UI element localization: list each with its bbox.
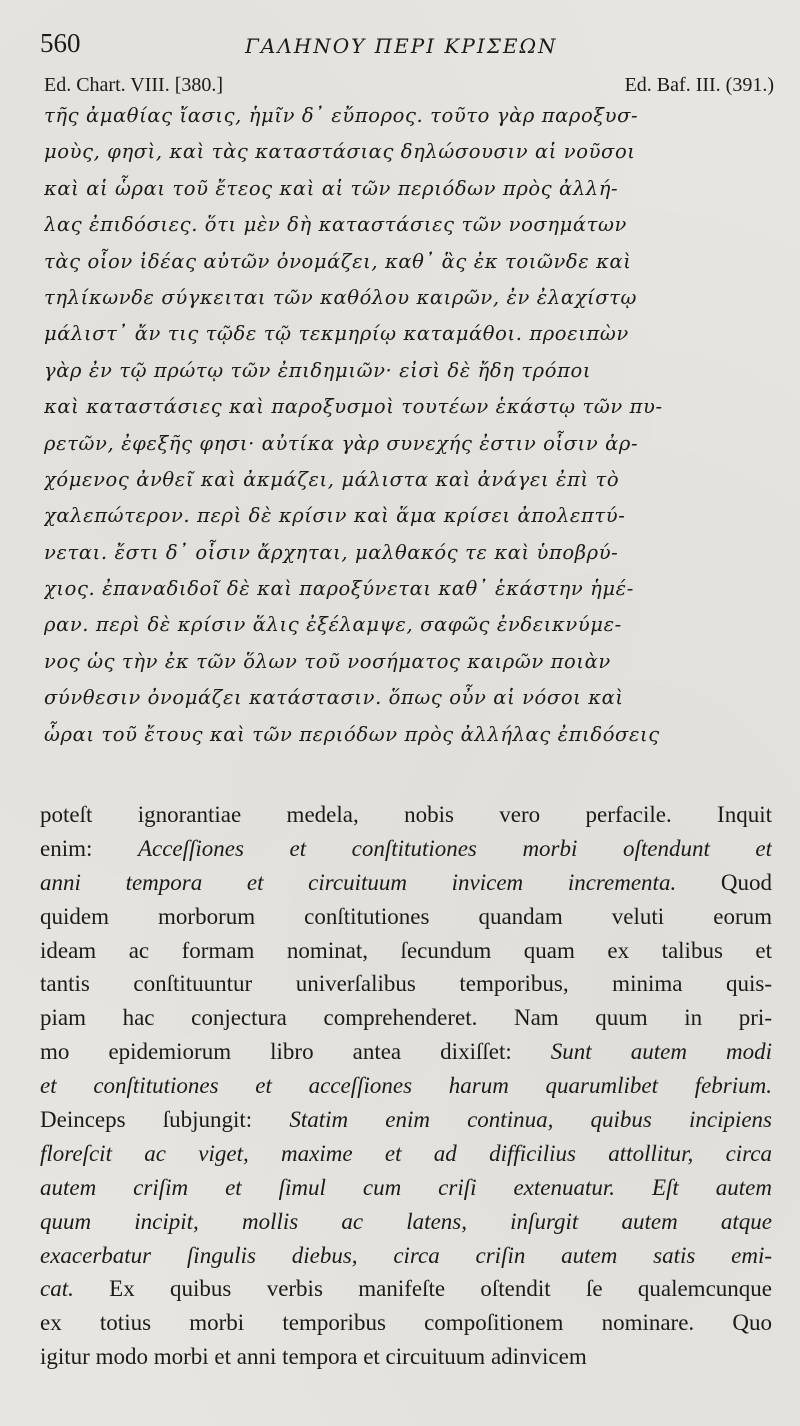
latin-text-line	[40, 798, 772, 832]
latin-italic-segment: Acceſſiones et conſtitutiones morbi oſtendunt et	[137, 835, 772, 861]
latin-italic-segment: anni tempora et circuituum invicem incrementa.	[40, 869, 677, 895]
greek-text-block	[44, 98, 772, 753]
greek-text-line: χιος. ἐπαναδιδοῖ δὲ καὶ παροξύνεται καθ᾽ ἑκάστην ἡμέ-	[44, 577, 634, 601]
greek-text-line: σύνθεσιν ὀνομάζει κατάστασιν. ὅπως οὖν αἱ νόσοι καὶ	[44, 686, 624, 710]
latin-italic-segment: quum incipit, mollis ac latens, inſurgit autem atque	[40, 1208, 772, 1234]
latin-text-line	[40, 1001, 772, 1035]
greek-text-line: γὰρ ἐν τῷ πρώτῳ τῶν ἐπιδημιῶν· εἰσὶ δὲ ἤδη τρόποι	[44, 358, 592, 382]
latin-roman-segment: ex totius morbi temporibus compoſitionem nominare. Quo	[40, 1310, 772, 1336]
latin-text-line	[40, 1306, 772, 1340]
greek-text-line: νεται. ἔστι δ᾽ οἷσιν ἄρχηται, μαλθακός τε καὶ ὑποβρύ-	[44, 540, 619, 564]
latin-text-line	[40, 934, 772, 968]
latin-roman-segment: ideam ac formam nominat, ſecundum quam ex talibus et	[40, 937, 772, 963]
latin-text-line	[40, 1171, 772, 1205]
page-header	[40, 28, 770, 64]
latin-italic-segment: exacerbatur ſingulis diebus, circa criſin autem satis emi-	[40, 1242, 772, 1268]
latin-text-line	[40, 1069, 772, 1103]
latin-text-line	[40, 1239, 772, 1273]
latin-roman-segment: Deinceps ſubjungit:	[40, 1107, 290, 1133]
edition-reference-basel: Ed. Baf. III. (391.)	[624, 74, 774, 96]
greek-text-line: χόμενος ἀνθεῖ καὶ ἀκμάζει, μάλιστα καὶ ἀνάγει ἐπὶ τὸ	[44, 467, 620, 491]
latin-italic-segment: Statim enim continua, quibus incipiens	[289, 1107, 772, 1133]
latin-text-line	[40, 866, 772, 900]
latin-text-line	[40, 1272, 772, 1306]
latin-text-line	[40, 967, 772, 1001]
latin-roman-segment: quidem morborum conſtitutiones quandam veluti eorum	[40, 903, 772, 929]
greek-text-line: τῆς ἀμαθίας ἴασις, ἡμῖν δ᾽ εὔπορος. τοῦτο γὰρ παροξυσ-	[44, 104, 639, 127]
latin-roman-segment: enim:	[40, 835, 138, 861]
greek-text-line: ὧραι τοῦ ἔτους καὶ τῶν περιόδων πρὸς ἀλλήλας ἐπιδόσεις	[44, 722, 660, 746]
latin-italic-segment: et conſtitutiones et acceſſiones harum quarumlibet febrium.	[40, 1073, 772, 1099]
latin-italic-segment: floreſcit ac viget, maxime et ad difficilius attollitur, circa	[40, 1140, 772, 1166]
greek-text-line: τηλίκωνδε σύγκειται τῶν καθόλου καιρῶν, ἐν ἐλαχίστῳ	[44, 285, 638, 309]
latin-roman-segment: Quod	[676, 869, 772, 895]
latin-roman-segment: igitur modo morbi et anni tempora et circuituum adinvicem	[40, 1344, 587, 1370]
latin-italic-segment: Sunt autem modi	[550, 1039, 772, 1065]
latin-text-line	[40, 1103, 772, 1137]
greek-text-line: μοὺς, φησὶ, καὶ τὰς καταστάσιας δηλώσουσιν αἱ νοῦσοι	[44, 140, 636, 164]
greek-text-line: λας ἐπιδόσιες. ὅτι μὲν δὴ καταστάσιες τῶν νοσημάτων	[44, 213, 628, 237]
latin-roman-segment: tantis conſtituuntur univerſalibus temporibus, minima quis-	[40, 971, 772, 997]
latin-text-block	[40, 798, 772, 1374]
latin-roman-segment: mo epidemiorum libro antea dixiſſet:	[40, 1039, 551, 1065]
greek-text-line: χαλεπώτερον. περὶ δὲ κρίσιν καὶ ἅμα κρίσει ἀπολεπτύ-	[44, 504, 626, 528]
edition-reference-chartier: Ed. Chart. VIII. [380.]	[44, 74, 224, 96]
latin-text-line	[40, 1035, 772, 1069]
running-title: ΓΑΛΗΝΟΥ ΠΕΡΙ ΚΡΙΣΕΩΝ	[245, 34, 558, 58]
greek-text-line: τὰς οἷον ἰδέας αὐτῶν ὀνομάζει, καθ᾽ ἃς ἐκ τοιῶνδε καὶ	[44, 249, 632, 273]
greek-text-line: καὶ αἱ ὧραι τοῦ ἔτεος καὶ αἱ τῶν περιόδων πρὸς ἀλλή-	[44, 176, 619, 200]
latin-roman-segment: poteſt ignorantiae medela, nobis vero perfacile. Inquit	[40, 802, 772, 827]
latin-text-line	[40, 1340, 772, 1374]
latin-italic-segment: autem criſim et ſimul cum criſi extenuatur. Eſt autem	[40, 1174, 772, 1200]
greek-text-line: ραν. περὶ δὲ κρίσιν ἅλις ἐξέλαμψε, σαφῶς ἐνδεικνύμε-	[44, 613, 622, 637]
greek-text-line: καὶ καταστάσιες καὶ παροξυσμοὶ τουτέων ἑκάστῳ τῶν πυ-	[44, 395, 663, 419]
greek-text-line: μάλιστ᾽ ἄν τις τῷδε τῷ τεκμηρίῳ καταμάθοι. προειπὼν	[44, 322, 629, 346]
latin-text-line	[40, 1205, 772, 1239]
latin-text-line	[40, 832, 772, 866]
greek-text-line: ρετῶν, ἐφεξῆς φησι· αὐτίκα γὰρ συνεχής ἐστιν οἷσιν ἀρ-	[44, 431, 639, 455]
page-number: 560	[40, 28, 81, 58]
latin-italic-segment: cat.	[40, 1276, 74, 1302]
latin-roman-segment: piam hac conjectura comprehenderet. Nam quum in pri-	[40, 1005, 772, 1031]
latin-text-line	[40, 1137, 772, 1171]
greek-text-line: νος ὡς τὴν ἐκ τῶν ὅλων τοῦ νοσήματος καιρῶν ποιὰν	[44, 649, 611, 673]
latin-text-line	[40, 900, 772, 934]
latin-roman-segment: Ex quibus verbis manifeſte oſtendit ſe qualemcunque	[73, 1276, 772, 1302]
